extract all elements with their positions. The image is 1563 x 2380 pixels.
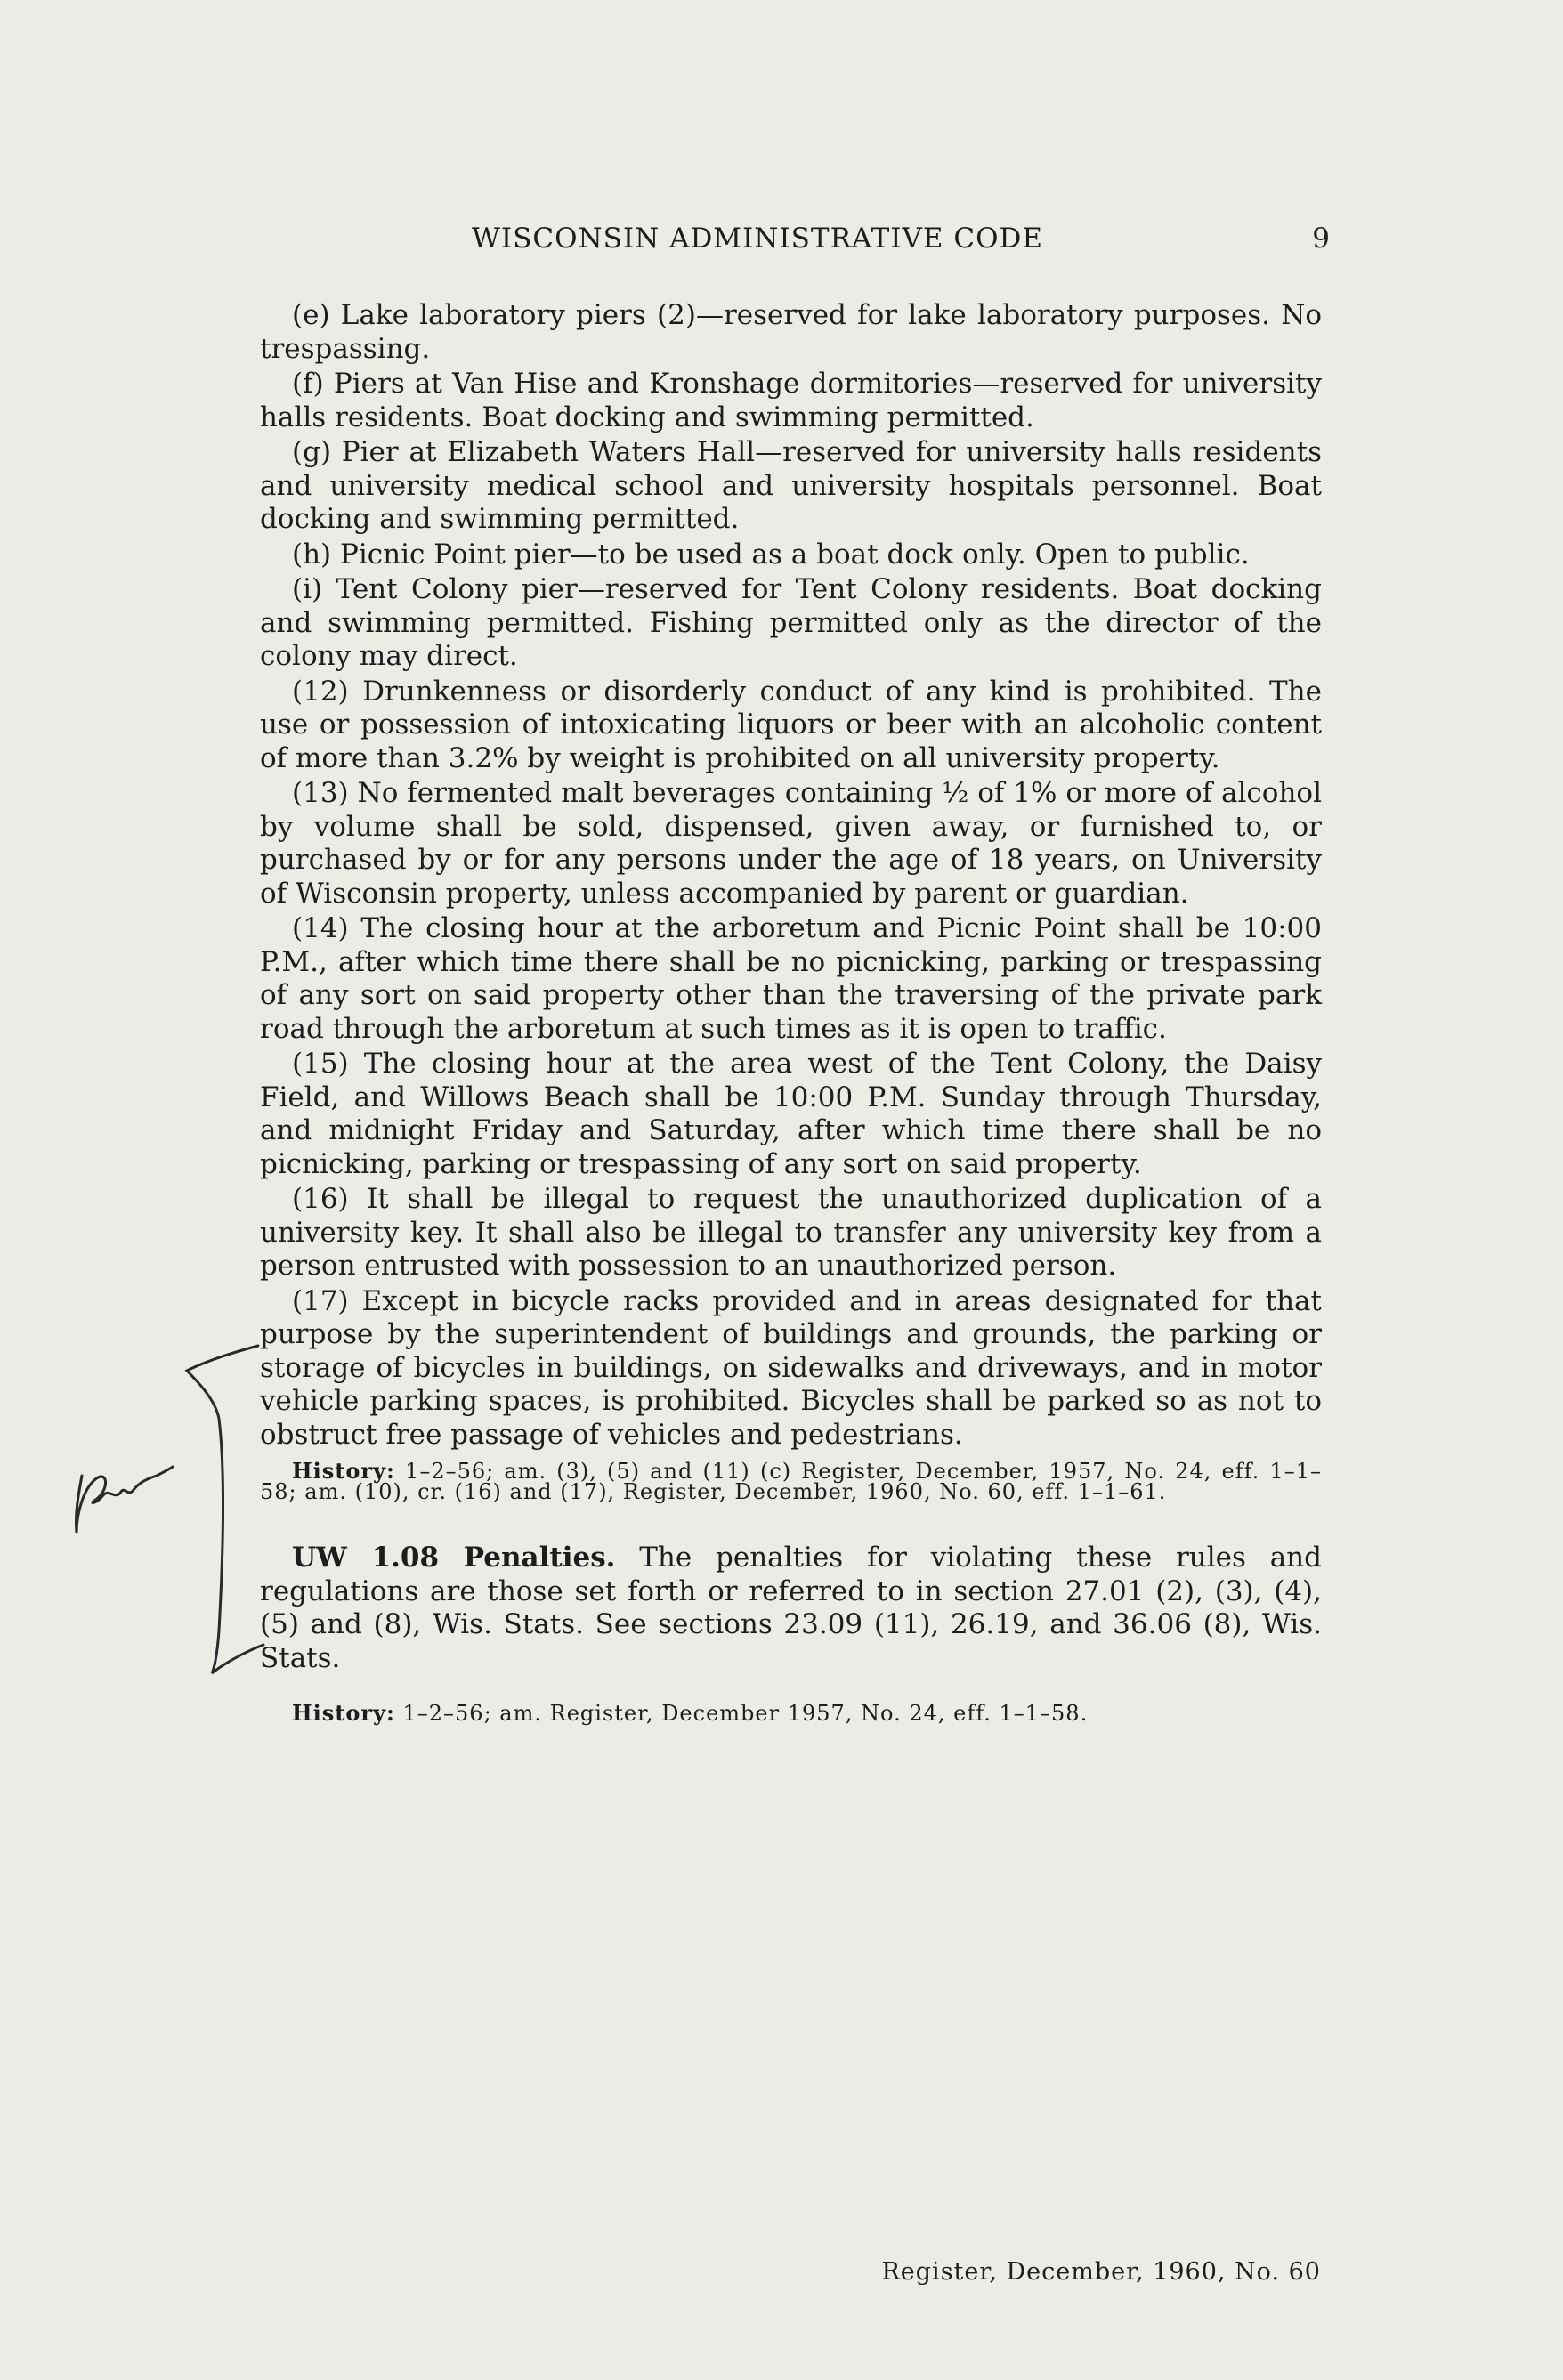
paragraph-i: (i) Tent Colony pier—reserved for Tent Colony residents. Boat docking and swimming permitted. Fishing permitted only as the director of the colony may direct. [260, 573, 1322, 672]
history-note-2 [260, 1700, 1322, 1726]
paragraph-e: (e) Lake laboratory piers (2)—reserved for lake laboratory purposes. No trespassing. [260, 299, 1322, 365]
handwritten-bracket-annotation [62, 1326, 294, 1718]
history-text: 1–2–56; am. (3), (5) and (11) (c) Register, December, 1957, No. 24, eff. 1–1–58; am. (10), cr. (16) and (17), Register, December, 1960, No. 60, eff. 1–1–61. [260, 1459, 1322, 1504]
history-label: History: [292, 1700, 395, 1726]
bracket-stroke [187, 1346, 263, 1673]
paragraph-12: (12) Drunkenness or disorderly conduct of any kind is prohibited. The use or possession of intoxicating liquors or beer with an alcoholic content of more than 3.2% by weight is prohibited on all university property. [260, 675, 1322, 774]
paragraph-13: (13) No fermented malt beverages containing ½ of 1% or more of alcohol by volume shall be sold, dispensed, given away, or furnished to, or purchased by or for any persons under the age of 18 years, on University of Wisconsin property, unless accompanied by parent or guardian. [260, 777, 1322, 910]
history-text: 1–2–56; am. Register, December 1957, No. 24, eff. 1–1–58. [402, 1701, 1089, 1726]
history-note-1 [260, 1458, 1322, 1504]
paragraph-g: (g) Pier at Elizabeth Waters Hall—reserved for university halls residents and university medical school and university hospitals personnel. Boat docking and swimming permitted. [260, 436, 1322, 535]
section-uw-1-08 [260, 1542, 1322, 1675]
paragraph-f: (f) Piers at Van Hise and Kronshage dormitories—reserved for university halls residents. Boat docking and swimming permitted. [260, 368, 1322, 433]
paragraph-14: (14) The closing hour at the arboretum and Picnic Point shall be 10:00 P.M., after which time there shall be no picnicking, parking or trespassing of any sort on said property other than the traversing of the private park road through the arboretum at such times as it is open to traffic. [260, 912, 1322, 1045]
body-text [260, 299, 1322, 1724]
header-title: WISCONSIN ADMINISTRATIVE CODE [472, 223, 1044, 255]
section-heading: UW 1.08 Penalties. [292, 1542, 616, 1574]
paragraph-16: (16) It shall be illegal to request the unauthorized duplication of a university key. It shall also be illegal to transfer any university key from a person entrusted with possession to an unauthorized person. [260, 1183, 1322, 1282]
paragraph-15: (15) The closing hour at the area west of the Tent Colony, the Daisy Field, and Willows Beach shall be 10:00 P.M. Sunday through Thursday, and midnight Friday and Saturday, after which time there shall be no picnicking, parking or trespassing of any sort on said property. [260, 1048, 1322, 1180]
section-text: The penalties for violating these rules and regulations are those set forth or referred to in section 27.01 (2), (3), (4), (5) and (8), Wis. Stats. See sections 23.09 (11), 26.19, and 36.06 (8), Wis. Stats. [260, 1542, 1322, 1674]
history-label: History: [292, 1458, 395, 1484]
handwriting-rw [76, 1467, 173, 1533]
page-number: 9 [1312, 223, 1331, 255]
paragraph-h: (h) Picnic Point pier—to be used as a boat dock only. Open to public. [292, 538, 1250, 571]
page-footer: Register, December, 1960, No. 60 [881, 2258, 1321, 2286]
paragraph-17: (17) Except in bicycle racks provided and in areas designated for that purpose by the superintendent of buildings and grounds, the parking or storage of bicycles in buildings, on sidewalks and driveways, and in motor vehicle parking spaces, is prohibited. Bicycles shall be parked so as not to obstruct free passage of vehicles and pedestrians. [260, 1284, 1322, 1451]
